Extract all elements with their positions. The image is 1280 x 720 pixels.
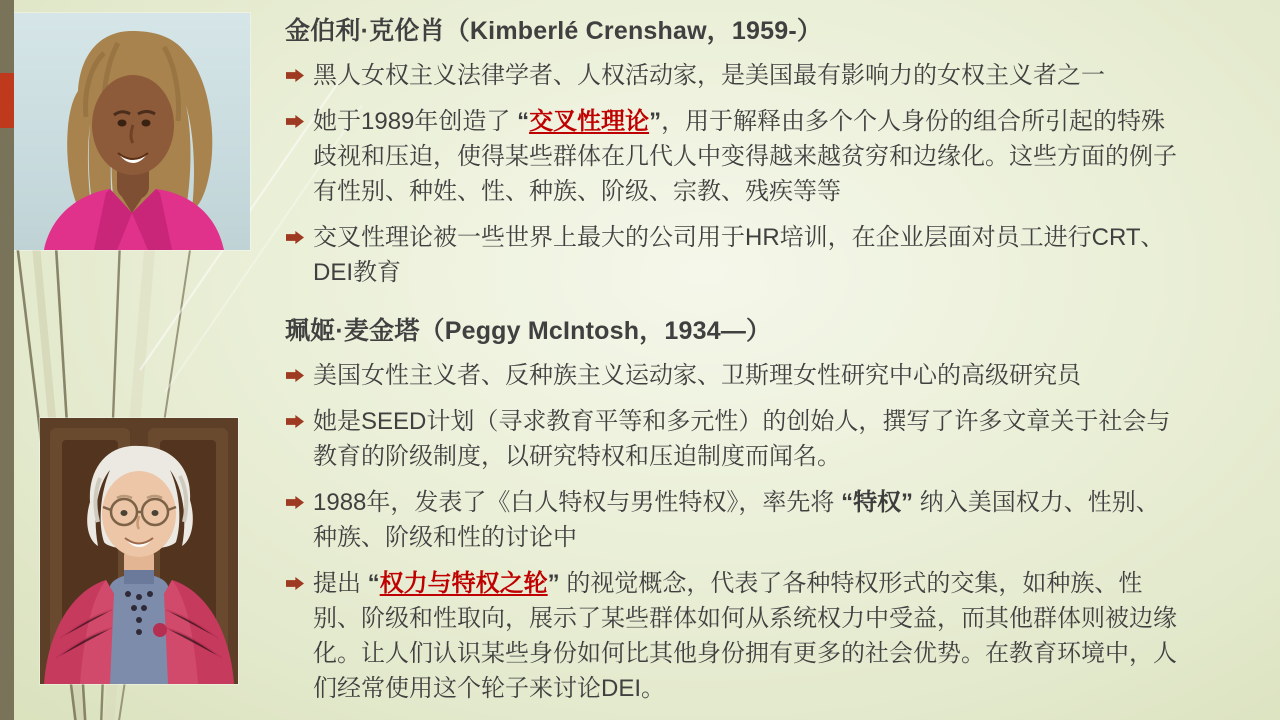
bullet-text: 黑人女权主义法律学者、人权活动家，是美国最有影响力的女权主义者之一 [313,62,1105,89]
arrow-bullet-icon [286,115,304,128]
link-wheel-of-power[interactable]: 权力与特权之轮 [379,570,548,597]
bullet-crenshaw-3 [285,220,1183,290]
arrow-bullet-icon [286,369,304,382]
bullet-text [313,485,1183,555]
arrow-bullet-icon [286,415,304,428]
bullet-crenshaw-1 [285,58,1183,93]
text-segment: 纳入美国权力、性别、种族、阶级和性的讨论中 [313,489,1160,551]
text-segment: 1988年，发表了《白人特权与男性特权》，率先将 [313,489,842,516]
text-segment: ，用于解释由多个个人身份的组合所引起的特殊歧视和压迫，使得某些群体在几代人中变得越来越贫穷和边缘化。这些方面的例子有性别、种姓、性、种族、阶级、宗教、残疾等等 [313,108,1177,205]
bullet-mcintosh-2 [285,404,1183,474]
arrow-bullet-icon [286,69,304,82]
emphasized-term: “特权” [841,489,914,516]
mcintosh-portrait-illustration [40,418,238,684]
bullet-text: 交叉性理论被一些世界上最大的公司用于HR培训，在企业层面对员工进行CRT、DEI教育 [313,224,1165,286]
quote-mark: “ [517,108,530,135]
bullet-text [313,566,1183,706]
bullet-text [313,104,1183,209]
slide-text-content [285,14,1183,717]
bullet-mcintosh-1 [285,358,1183,393]
quote-mark: ” [547,570,560,597]
bullet-mcintosh-4 [285,566,1183,706]
section-title-crenshaw: 金伯利·克伦肖（Kimberlé Crenshaw，1959-） [285,17,823,45]
quote-mark: ” [649,108,662,135]
quote-mark: “ [367,570,380,597]
bullet-text: 她是SEED计划（寻求教育平等和多元性）的创始人，撰写了许多文章关于社会与教育的阶级制度，以研究特权和压迫制度而闻名。 [313,408,1171,470]
section-title-mcintosh: 珮姬·麦金塔（Peggy McIntosh，1934—） [285,317,772,345]
text-segment: 她于1989年创造了 [313,108,518,135]
link-intersectionality[interactable]: 交叉性理论 [529,108,650,135]
arrow-bullet-icon [286,231,304,244]
bullet-crenshaw-2 [285,104,1183,209]
kimberle-crenshaw-photo [14,13,250,250]
text-segment: 提出 [313,570,368,597]
peggy-mcintosh-photo [40,418,238,684]
bullet-mcintosh-3 [285,485,1183,555]
arrow-bullet-icon [286,496,304,509]
bullet-text: 美国女性主义者、反种族主义运动家、卫斯理女性研究中心的高级研究员 [313,362,1081,389]
arrow-bullet-icon [286,577,304,590]
text-segment: 的视觉概念，代表了各种特权形式的交集，如种族、性别、阶级和性取向，展示了某些群体如何从系统权力中受益，而其他群体则被边缘化。让人们认识某些身份如何比其他身份拥有更多的社会优势。在教育环境中，人们经常使用这个轮子来讨论DEI。 [313,570,1177,702]
crenshaw-portrait-illustration [14,13,250,250]
left-accent-square [0,73,14,128]
